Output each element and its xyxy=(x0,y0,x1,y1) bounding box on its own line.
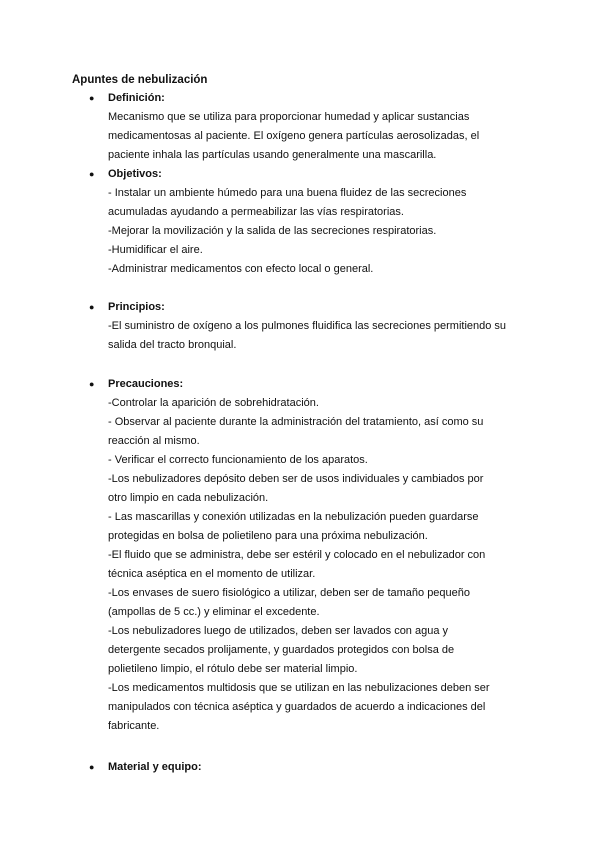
text-line: detergente secados prolijamente, y guardados protegidos con bolsa de xyxy=(108,644,455,656)
text-line: -El fluido que se administra, debe ser estéril y colocado en el nebulizador con xyxy=(108,549,486,561)
text-line: -Controlar la aparición de sobrehidratación. xyxy=(108,397,319,409)
bullet-icon: ● xyxy=(89,379,95,389)
text-line: otro limpio en cada nebulización. xyxy=(108,492,269,504)
text-line: -Los medicamentos multidosis que se utilizan en las nebulizaciones deben ser xyxy=(108,682,490,694)
section-heading: Objetivos: xyxy=(108,168,162,180)
text-line: -El suministro de oxígeno a los pulmones fluidifica las secreciones permitiendo su xyxy=(108,320,507,332)
text-line: -Humidificar el aire. xyxy=(108,244,203,256)
section-objetivos xyxy=(72,165,542,279)
bullet-icon: ● xyxy=(89,93,95,103)
bullet-icon: ● xyxy=(89,762,95,772)
text-line: técnica aséptica en el momento de utilizar. xyxy=(108,568,316,580)
text-line: polietileno limpio, el rótulo debe ser material limpio. xyxy=(108,663,358,675)
text-line: paciente inhala las partículas usando generalmente una mascarilla. xyxy=(108,149,437,161)
text-line: -Administrar medicamentos con efecto local o general. xyxy=(108,263,374,275)
section-heading: Material y equipo: xyxy=(108,761,202,773)
text-line: -Los envases de suero fisiológico a utilizar, deben ser de tamaño pequeño xyxy=(108,587,471,599)
bullet-icon: ● xyxy=(89,302,95,312)
text-line: manipulados con técnica aséptica y guardados de acuerdo a indicaciones del xyxy=(108,701,486,713)
text-line: protegidas en bolsa de polietileno para una próxima nebulización. xyxy=(108,530,428,542)
text-line: fabricante. xyxy=(108,720,160,732)
text-line: -Los nebulizadores depósito deben ser de usos individuales y cambiados por xyxy=(108,473,484,485)
section-heading: Principios: xyxy=(108,301,165,313)
text-line: - Instalar un ambiente húmedo para una buena fluidez de las secreciones xyxy=(108,187,467,199)
section-heading: Precauciones: xyxy=(108,378,184,390)
text-line: - Observar al paciente durante la administración del tratamiento, así como su xyxy=(108,416,484,428)
bullet-icon: ● xyxy=(89,169,95,179)
text-line: -Los nebulizadores luego de utilizados, deben ser lavados con agua y xyxy=(108,625,449,637)
text-line: - Las mascarillas y conexión utilizadas en la nebulización pueden guardarse xyxy=(108,511,479,523)
text-line: salida del tracto bronquial. xyxy=(108,339,237,351)
text-line: Mecanismo que se utiliza para proporcionar humedad y aplicar sustancias xyxy=(108,111,470,123)
text-line: (ampollas de 5 cc.) y eliminar el excedente. xyxy=(108,606,320,618)
document-title: Apuntes de nebulización xyxy=(72,74,208,86)
section-definicion xyxy=(72,89,542,165)
section-principios xyxy=(72,298,542,355)
section-heading: Definición: xyxy=(108,92,165,104)
text-line: - Verificar el correcto funcionamiento de los aparatos. xyxy=(108,454,368,466)
text-line: medicamentosas al paciente. El oxígeno genera partículas aerosolizadas, el xyxy=(108,130,480,142)
text-line: -Mejorar la movilización y la salida de las secreciones respiratorias. xyxy=(108,225,437,237)
text-line: acumuladas ayudando a permeabilizar las vías respiratorias. xyxy=(108,206,404,218)
section-precauciones xyxy=(72,375,542,736)
section-material-equipo xyxy=(72,758,542,777)
text-line: reacción al mismo. xyxy=(108,435,200,447)
